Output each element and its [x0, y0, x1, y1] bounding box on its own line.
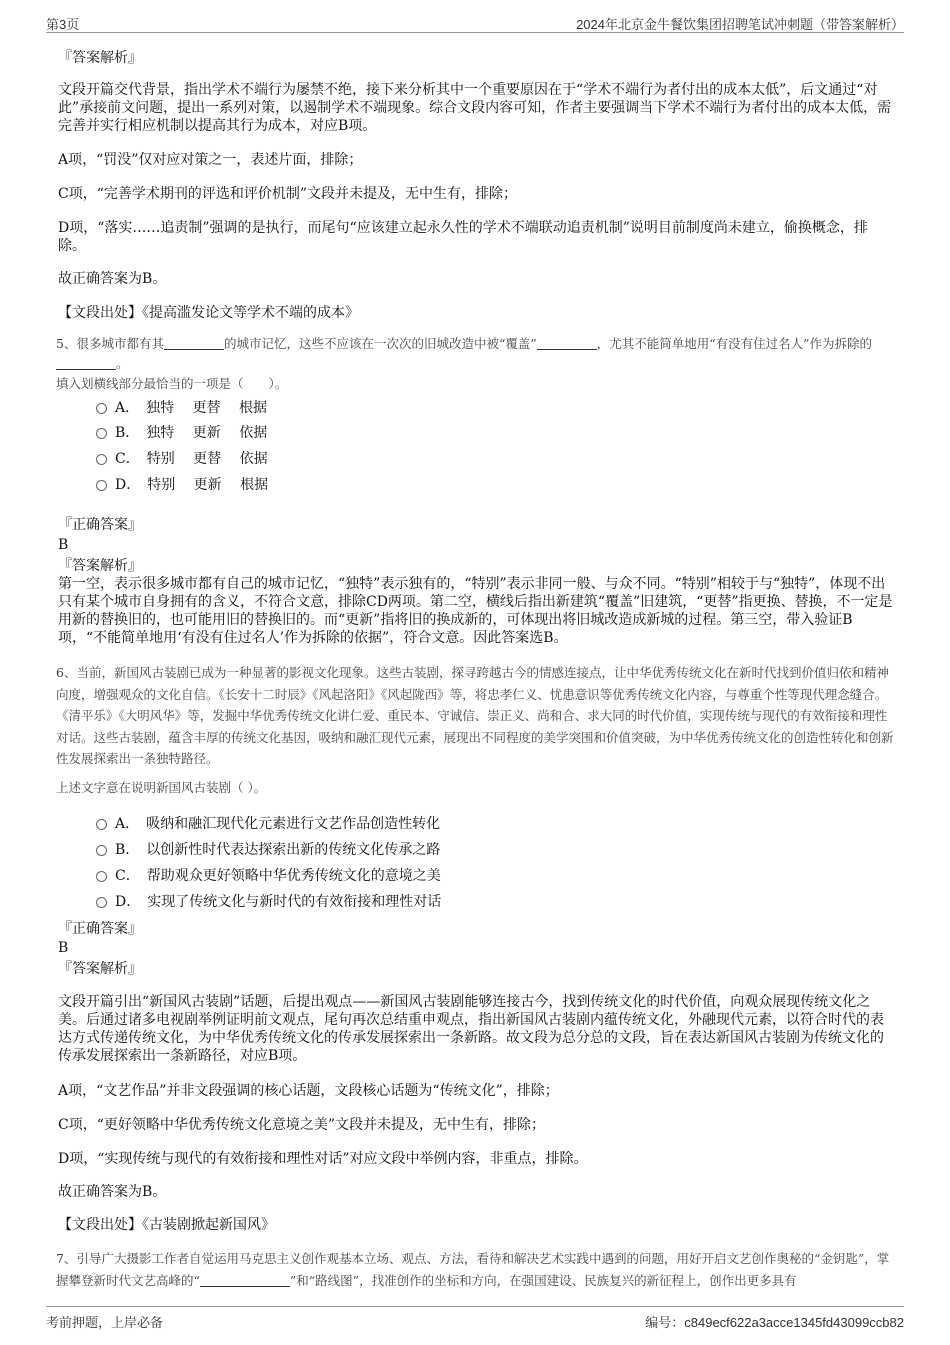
q5-stem-text-4: 。	[116, 356, 129, 371]
q6-option-b-label: B． 以创新性时代表达探索出新的传统文化传承之路	[115, 842, 441, 858]
q4-conclusion: 故正确答案为B。	[58, 271, 167, 287]
q6-option-d-analysis: D项，“实现传统与现代的有效衔接和理性对话”对应文段中举例内容，非重点，排除。	[58, 1151, 588, 1167]
q4-option-d-analysis: D项，“落实……追责制”强调的是执行，而尾句“应该建立起永久性的学术不端联动追责机制”说明目前制度尚未建立，偷换概念，排除。	[58, 220, 868, 254]
q7-stem	[56, 1248, 896, 1291]
q6-option-c[interactable]	[96, 867, 441, 885]
radio-icon[interactable]	[96, 871, 107, 882]
radio-icon[interactable]	[96, 819, 107, 830]
q6-option-d[interactable]	[96, 893, 441, 911]
document-id: 编号：c849ecf622a3acce1345fd43099ccb82	[645, 1315, 904, 1330]
q6-analysis-label: 『答案解析』	[58, 961, 142, 977]
q6-option-c-label: C． 帮助观众更好领略中华优秀传统文化的意境之美	[115, 868, 441, 884]
radio-icon[interactable]	[96, 454, 107, 465]
q5-option-b-label: B． 独特 更新 依据	[115, 425, 268, 441]
q5-option-c[interactable]	[96, 450, 268, 468]
q5-correct-answer: B	[58, 537, 69, 553]
radio-icon[interactable]	[96, 845, 107, 856]
q5-option-a-label: A． 独特 更替 根据	[115, 400, 268, 416]
q5-prompt: 填入划横线部分最恰当的一项是（ ）。	[56, 376, 288, 391]
q6-option-b[interactable]	[96, 841, 440, 859]
footer-divider	[46, 1306, 904, 1307]
q7-blank-1	[200, 1274, 290, 1287]
q5-analysis: 第一空，表示很多城市都有自己的城市记忆，“独特”表示独有的，“特别”表示非同一般、与众不同。“特别”相较于与“独特”，体现不出只有某个城市自身拥有的含义，不符合文意，排除CD两项。第二空，横线后指出新建筑“覆盖”旧建筑，“更替”指更换、替换，不一定是用新的替换旧的，也可能用旧的替换旧的。而“更新”指将旧的换成新的，可体现出将旧城改造成新城的过程。第三空，带入验证B项，“不能简单地用‘有没有住过名人’作为拆除的依据”，符合文意。因此答案选B。	[58, 576, 893, 646]
q4-option-a-analysis: A项，“罚没”仅对应对策之一，表述片面，排除；	[58, 152, 363, 168]
q5-stem	[56, 334, 896, 374]
page-number: 第3页	[46, 17, 80, 32]
q5-stem-text-3: ，尤其不能简单地用“有没有住过名人”作为拆除的	[596, 336, 873, 351]
q5-option-d-label: D． 特别 更新 根据	[115, 477, 269, 493]
q6-analysis: 文段开篇引出“新国风古装剧”话题，后提出观点——新国风古装剧能够连接古今，找到传统文化的时代价值，向观众展现传统文化之美。后通过诸多电视剧举例证明前文观点，尾句再次总结重申观点，指出新国风古装剧内蕴传统文化，外融现代元素，以符合时代的表达方式传递传统文化，为中华优秀传统文化的传承发展探索出一条新路。故文段为总分总的文段，旨在表达新国风古装剧为传统文化的传承发展探索出一条新路径，对应B项。	[58, 994, 884, 1064]
q4-analysis: 文段开篇交代背景，指出学术不端行为屡禁不绝，接下来分析其中一个重要原因在于“学术不端行为者付出的成本太低”，后文通过“对此”承接前文问题，提出一系列对策，以遏制学术不端现象。综合文段内容可知，作者主要强调当下学术不端行为者付出的成本太低，需完善并实行相应机制以提高其行为成本，对应B项。	[58, 82, 892, 134]
q5-stem-text-1: 5、很多城市都有其	[56, 336, 164, 351]
q5-option-b[interactable]	[96, 424, 267, 442]
q6-option-a-label: A． 吸纳和融汇现代化元素进行文艺作品创造性转化	[115, 816, 441, 832]
q6-prompt: 上述文字意在说明新国风古装剧（ ）。	[56, 780, 267, 795]
q6-option-d-label: D． 实现了传统文化与新时代的有效衔接和理性对话	[115, 894, 442, 910]
document-title: 2024年北京金牛餐饮集团招聘笔试冲刺题（带答案解析）	[576, 17, 904, 32]
q5-option-c-label: C． 特别 更替 依据	[115, 451, 268, 467]
q5-correct-label: 『正确答案』	[58, 517, 142, 533]
q6-conclusion: 故正确答案为B。	[58, 1184, 167, 1200]
q5-stem-text-2: 的城市记忆，这些不应该在一次次的旧城改造中被“覆盖”	[223, 336, 537, 351]
q5-analysis-label: 『答案解析』	[58, 558, 142, 574]
q6-option-c-analysis: C项，“更好领略中华优秀传统文化意境之美”文段并未提及，无中生有，排除；	[58, 1117, 546, 1133]
q6-correct-answer: B	[58, 940, 69, 956]
q6-stem: 6、当前，新国风古装剧已成为一种显著的影视文化现象。这些古装剧，探寻跨越古今的情感连接点，让中华优秀传统文化在新时代找到价值归依和精神向度，增强观众的文化自信。《长安十二时辰》《风起洛阳》《风起陇西》等，将忠孝仁义、忧患意识等优秀传统文化内容，与尊重个性等现代理念缝合。《清平乐》《大明风华》等，发掘中华优秀传统文化讲仁爱、重民本、守诚信、崇正义、尚和合、求大同的时代价值，实现传统与现代的有效衔接和理性对话。这些古装剧，蕴含丰厚的传统文化基因，吸纳和融汇现代元素，展现出不同程度的美学突围和价值突破，为中华优秀传统文化的创造性转化和创新性发展探索出一条独特路径。	[56, 665, 894, 766]
q5-blank-3	[56, 357, 116, 370]
q7-stem-text-2: ”和“路线图”，找准创作的坐标和方向，在强国建设、民族复兴的新征程上，创作出更多具有	[289, 1272, 797, 1288]
q4-source: 【文段出处】《提高滥发论文等学术不端的成本》	[58, 305, 359, 321]
radio-icon[interactable]	[96, 897, 107, 908]
q4-analysis-label: 『答案解析』	[58, 50, 142, 66]
q5-option-d[interactable]	[96, 476, 268, 494]
footer-slogan: 考前押题，上岸必备	[46, 1315, 164, 1330]
q5-blank-2	[537, 337, 597, 350]
q6-source: 【文段出处】《古装剧掀起新国风》	[58, 1217, 275, 1233]
q7-stem-text-1: 7、引导广大摄影工作者自觉运用马克思主义创作观基本立场、观点、方法，看待和解决艺术实践中遇到的问题，用好开启文艺创作奥秘的“金钥匙”，掌握攀登新时代文艺高峰的“	[56, 1251, 890, 1288]
radio-icon[interactable]	[96, 480, 107, 491]
q4-option-c-analysis: C项，“完善学术期刊的评选和评价机制”文段并未提及，无中生有，排除；	[58, 186, 518, 202]
radio-icon[interactable]	[96, 403, 107, 414]
q5-blank-1	[164, 337, 224, 350]
radio-icon[interactable]	[96, 428, 107, 439]
q5-option-a[interactable]	[96, 399, 267, 417]
q6-correct-label: 『正确答案』	[58, 921, 142, 937]
q6-option-a-analysis: A项，“文艺作品”并非文段强调的核心话题，文段核心话题为“传统文化”，排除；	[58, 1083, 559, 1099]
header-divider	[46, 32, 904, 33]
q6-option-a[interactable]	[96, 815, 440, 833]
